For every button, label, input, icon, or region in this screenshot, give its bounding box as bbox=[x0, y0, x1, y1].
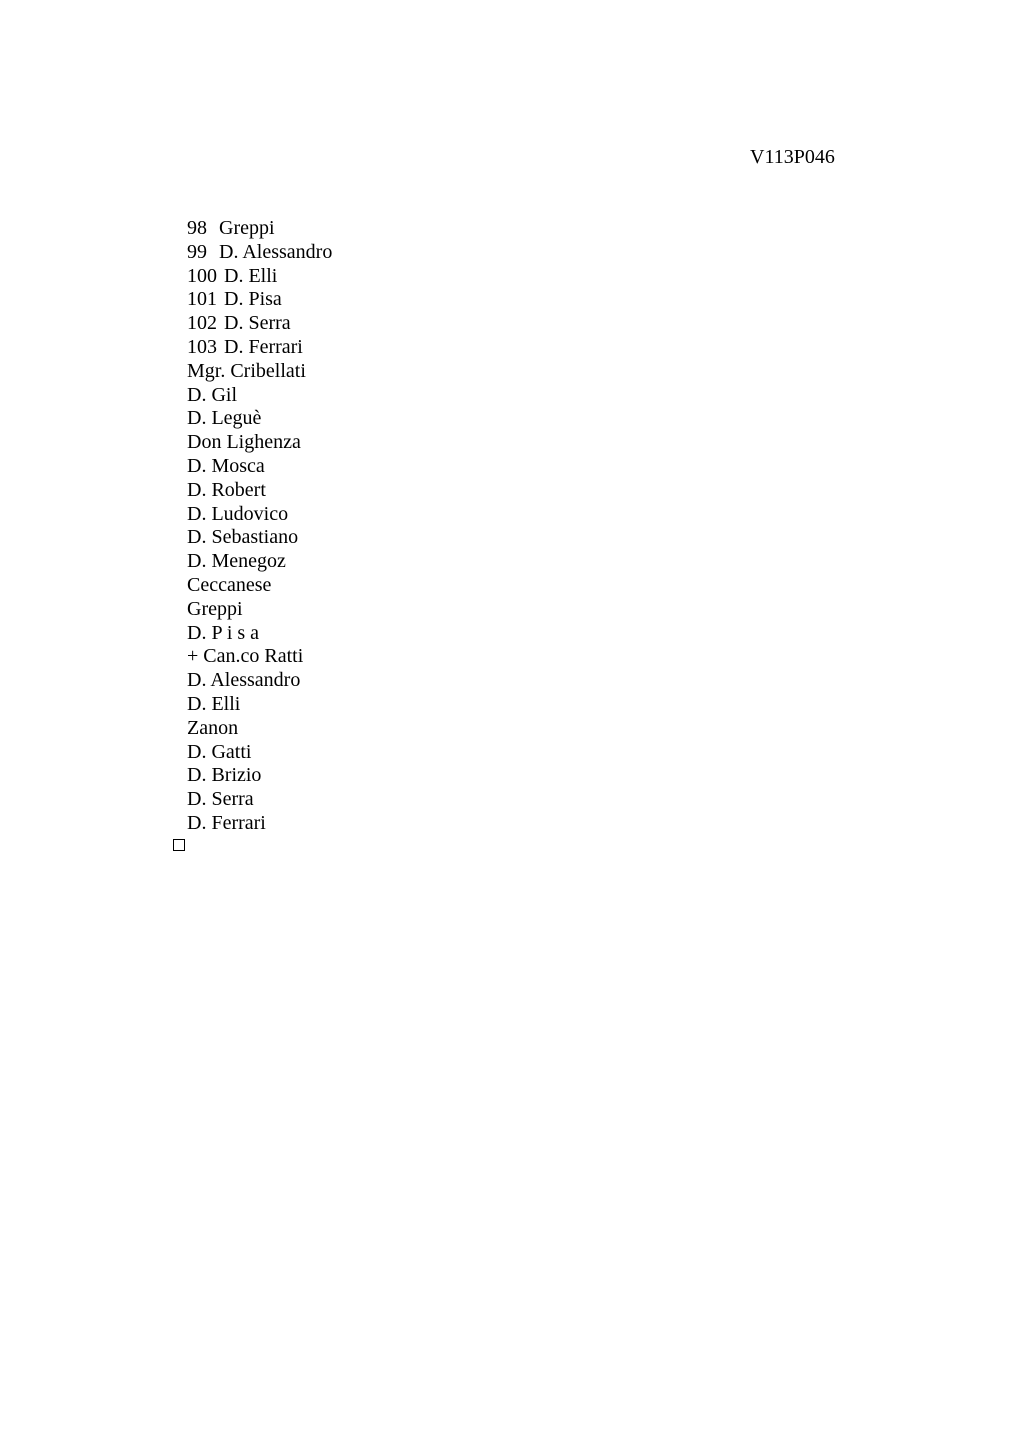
name-entry: D. Serra bbox=[187, 788, 254, 811]
end-of-list-box-icon bbox=[173, 839, 185, 851]
entry-name: D. Alessandro bbox=[219, 240, 333, 263]
entry-number: 98 bbox=[187, 217, 207, 239]
name-entry: D. Gatti bbox=[187, 740, 252, 763]
name-entry: D. Menegoz bbox=[187, 550, 286, 573]
name-entry: D. Elli bbox=[187, 692, 241, 715]
entry-name: Greppi bbox=[219, 217, 275, 239]
name-entry: D. Sebastiano bbox=[187, 526, 299, 549]
numbered-entry bbox=[187, 265, 332, 289]
numbered-entry bbox=[187, 336, 332, 360]
name-entry: D. Ludovico bbox=[187, 502, 289, 525]
name-entry: D. Mosca bbox=[187, 454, 265, 477]
entry-number: 103 bbox=[187, 335, 217, 358]
entry-number: 100 bbox=[187, 264, 217, 287]
name-entry: Greppi bbox=[187, 597, 243, 620]
entry-number: 102 bbox=[187, 312, 217, 335]
name-entry: D. Ferrari bbox=[187, 811, 266, 834]
numbered-entry bbox=[187, 312, 332, 336]
name-entry: D. Robert bbox=[187, 478, 266, 501]
name-entry: Ceccanese bbox=[187, 573, 272, 596]
entry-name: D. Ferrari bbox=[224, 335, 303, 358]
name-entry: Zanon bbox=[187, 716, 239, 739]
numbered-entry bbox=[187, 288, 332, 312]
name-entry: D. Gil bbox=[187, 383, 237, 406]
entry-number: 99 bbox=[187, 240, 207, 263]
name-entry: D. P i s a bbox=[187, 621, 260, 644]
name-entry: D. Leguè bbox=[187, 407, 262, 430]
page-code: V113P046 bbox=[750, 146, 835, 168]
name-entry: Mgr. Cribellati bbox=[187, 359, 306, 382]
entry-name: D. Pisa bbox=[224, 288, 282, 311]
name-list bbox=[187, 217, 332, 836]
name-entry: D. Brizio bbox=[187, 764, 262, 787]
entry-name: D. Elli bbox=[224, 264, 278, 287]
numbered-entry bbox=[187, 217, 332, 241]
numbered-entry bbox=[187, 241, 332, 265]
entry-number: 101 bbox=[187, 288, 217, 311]
name-entry: D. Alessandro bbox=[187, 669, 301, 692]
entry-name: D. Serra bbox=[224, 312, 291, 335]
name-entry: + Can.co Ratti bbox=[187, 645, 304, 668]
name-entry: Don Lighenza bbox=[187, 431, 301, 454]
